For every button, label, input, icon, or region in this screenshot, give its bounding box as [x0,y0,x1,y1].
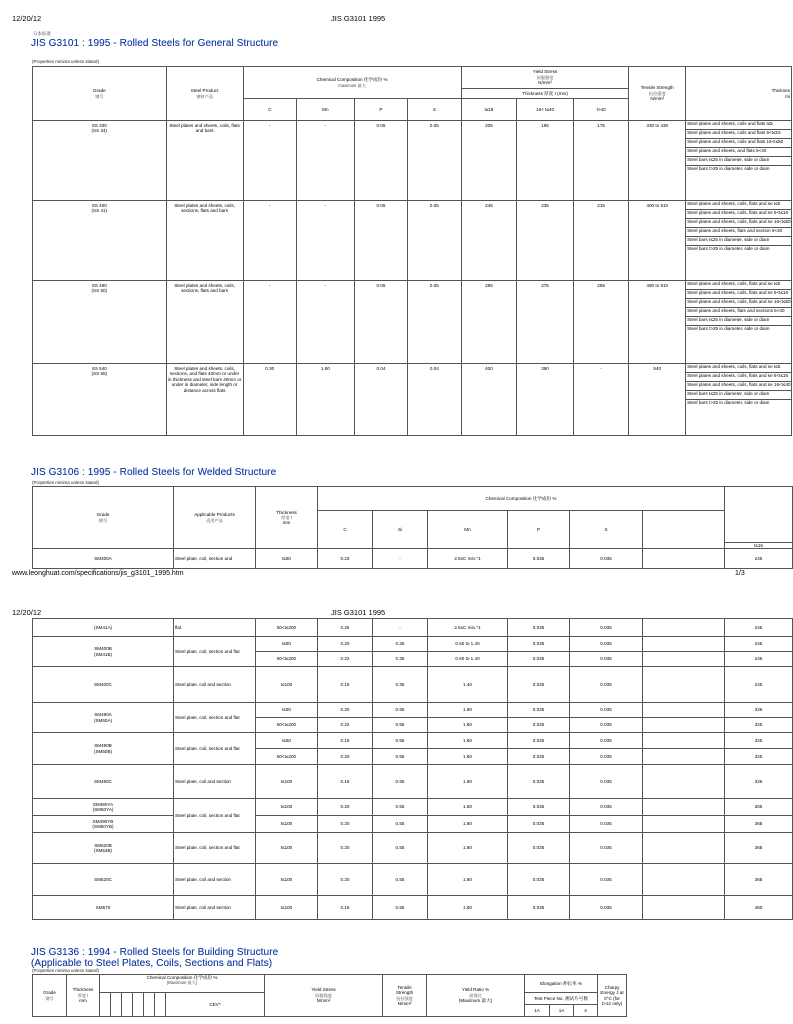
c-cell: 0.18 [318,896,373,920]
s-cell: 0.05 [408,201,461,281]
col-t1: t≤16 [461,99,517,121]
grade-cell: SM520B (SM53B) [33,833,174,864]
c-cell: 0.20 [318,799,373,816]
g3101-table [32,66,792,436]
table-row [33,864,793,896]
s-cell: 0.035 [570,833,643,864]
blank-cell [643,733,725,749]
g3106-table-wrap-p1 [32,486,763,566]
col-tp2: 1A [550,1005,574,1017]
product-cell: Steel plate, coil, section and flat [174,799,256,833]
grade-cell: SS 490 (SS 50) [33,281,167,364]
blank-cell [643,896,725,920]
thickness-item: Steel plates and sheets, coils, flats and se 5<t≤16 [686,290,791,299]
yield-cell: 195 [517,121,574,201]
thickness-item: Steel bars t>25 in diameter, side or diam [687,166,770,171]
table-row [33,637,793,652]
p-cell: 0.035 [508,864,570,896]
grade-cell: SM490YB (SM50YB) [33,816,174,833]
product-cell: Steel plate, coil and section [174,667,256,703]
col-thickness: Thickness 厚度 t mm [256,487,318,549]
thickness-cell: 50<t≤200 [256,619,318,637]
c-cell: 0.22 [318,718,373,733]
thickness-item: Steel plates and sheets, coils and flats 5<t≤16 [686,130,791,139]
col-product: Steel Product 钢材产品 [166,67,243,121]
table-row [33,364,792,436]
header-date: 12/20/12 [12,608,42,617]
grade-cell: SM400C [33,667,174,703]
p-cell: 0.035 [508,549,570,569]
yield-cell: 460 [725,896,793,920]
thickness-item: Steel bars t≤25 in diameter, side or diam [686,237,791,246]
s-cell: 0.035 [570,733,643,749]
thickness-list [686,364,792,436]
blank-cell [643,799,725,816]
col-mn: Mn [428,511,508,549]
yield-cell: 275 [517,281,574,364]
blank-cell [643,637,725,652]
yield-cell: 325 [725,703,793,718]
yield-cell: 175 [573,121,629,201]
p-cell: 0.035 [508,749,570,765]
col-chem: Chemical Composition 化学成份 % maximum 最大 [243,67,461,99]
header-date: 12/20/12 [12,14,42,23]
col-c: C [243,99,296,121]
col-elongation: Elongation 伸长率 % [525,975,598,993]
table-row [33,121,792,201]
c-cell: 0.20 [318,864,373,896]
product-cell: Steel plates and sheets, coils, sections, flats and bars [166,201,243,281]
col-tp3: 4 [574,1005,598,1017]
col-p: P [354,99,407,121]
c-cell: 0.20 [318,637,373,652]
thickness-item: Steel bars t≤25 in diameter, side or diam [686,317,791,326]
c-cell: 0.25 [318,619,373,637]
yield-cell: 245 [725,637,793,652]
grade-cell: SM490B (SM50B) [33,733,174,765]
p-cell: 0.035 [508,619,570,637]
p-cell: 0.05 [354,201,407,281]
g3101-table-wrap [32,66,791,440]
g3136-table [32,974,627,1017]
thickness-item: Steel bars t>25 in diameter, side or diam [687,326,770,331]
thickness-item: Steel bars t≤25 in diameter, side or diam [686,157,791,166]
col-s: S [408,99,461,121]
si-cell: 0.35 [373,652,428,667]
mn-cell: 1.60 [428,749,508,765]
s-cell: 0.035 [570,749,643,765]
tensile-cell: 400 to 510 [629,201,686,281]
product-cell: flat [174,619,256,637]
thickness-cell: t≤100 [256,799,318,816]
yield-cell: 365 [725,816,793,833]
yield-cell: 245 [725,619,793,637]
grade-cell: SS 330 (SS 34) [33,121,167,201]
s-cell: 0.05 [408,121,461,201]
thickness-list [686,281,792,364]
table-row [33,201,792,281]
yield-cell: 235 [517,201,574,281]
p-cell: 0.035 [508,733,570,749]
table-row [33,281,792,364]
s-cell: 0.035 [570,619,643,637]
thickness-item: Steel bars t>25 in diameter, side or diam [687,246,770,251]
si-cell: 0.55 [373,816,428,833]
g3136-title: JIS G3136 : 1994 - Rolled Steels for Building Structure [31,947,279,958]
yield-cell: 390 [517,364,574,436]
si-cell: - [373,549,428,569]
thickness-item: Steel plates and sheets, flats and section 5<40 [686,228,791,237]
s-cell: 0.035 [570,765,643,799]
si-cell: 0.55 [373,765,428,799]
col-thickness: Thicknes mi [686,67,792,121]
col-s: S [570,511,643,549]
p-cell: 0.035 [508,799,570,816]
yield-cell: 325 [725,765,793,799]
col-tensile: Tensile Strength 抗拉强度 N/mm² [629,67,686,121]
mn-cell: - [297,121,355,201]
c-cell: 0.18 [318,765,373,799]
table-row [33,896,793,920]
yield-cell: 325 [725,749,793,765]
col-yield-ratio: Yield Ratio % 屈强比 (Maximum 最大) [427,975,525,1017]
col-chem: Chemical Composition 化学成份 % [318,487,725,511]
c-cell: 0.18 [318,733,373,749]
mn-cell: 1.60 [428,765,508,799]
col-chem: Chemical Composition 化学成份 % (Maximum 最大) [100,975,265,993]
c-cell: 0.20 [318,703,373,718]
thickness-cell: t≤100 [256,816,318,833]
thickness-item: Steel plates and sheets, coils, flats and se 5<t≤16 [686,210,791,219]
s-cell: 0.035 [570,718,643,733]
s-cell: 0.035 [570,864,643,896]
mn-cell: 1.40 [428,667,508,703]
mn-cell: 1.60 [428,896,508,920]
p-cell: 0.035 [508,667,570,703]
thickness-cell: 50<t≤200 [256,652,318,667]
product-cell: Steel plate, coil and section [174,864,256,896]
thickness-item: Steel plates and sheets, coils, flats and se 5<t≤16 [686,373,791,382]
yield-cell: 205 [461,121,517,201]
mn-cell: 1.60 [428,733,508,749]
thickness-item: Steel plates and sheets, and flats 5<40 [686,148,791,157]
col-thickness: Thickness 厚度 t mm [67,975,100,1017]
yield-cell: 365 [725,833,793,864]
mn-cell: - [297,281,355,364]
table-row [33,549,793,569]
grade-cell: SM490YA (SM50YA) [33,799,174,816]
grade-cell: SM570 [33,896,174,920]
thickness-item: Steel plates and sheets, coils and flats t≤5 [686,121,791,130]
yield-cell: 245 [725,549,793,569]
p-cell: 0.035 [508,816,570,833]
grade-cell: SM490C [33,765,174,799]
product-cell: Steel plate, coil, section and flat [174,833,256,864]
mn-cell: 2.5xC min.*1 [428,619,508,637]
thickness-cell: t≤100 [256,864,318,896]
thickness-item: Steel plates and sheets, coils, flats and se 16<t≤50 [686,299,791,308]
thickness-list [686,201,792,281]
s-cell: 0.035 [570,896,643,920]
grade-cell: SS 540 (SS 55) [33,364,167,436]
table-row [33,833,793,864]
thickness-cell: t≤50 [256,703,318,718]
product-cell: Steel plates and sheets, coils, flats and bars [166,121,243,201]
c-cell: - [243,201,296,281]
mn-cell: 0.60 to 1.40 [428,652,508,667]
product-cell: Steel plate, coil and section [174,896,256,920]
c-cell: 0.23 [318,549,373,569]
g3101-note: (Properties minima unless stated) [32,59,100,64]
yield-cell: 245 [461,201,517,281]
thickness-item: Steel plates and sheets, coils, flats and se t≤5 [686,201,791,210]
g3106-note: (Properties minima unless stated) [32,480,100,485]
col-charpy: Charpy Energy J at 0°C (for t>12 only) [598,975,627,1017]
product-cell: Steel plate, coil, section and [174,549,256,569]
product-cell: Steel plates and sheets, coils, sections, flats and bars [166,281,243,364]
p-cell: 0.035 [508,765,570,799]
p-cell: 0.035 [508,652,570,667]
si-cell: 0.55 [373,733,428,749]
table-row [33,703,793,718]
thickness-item: Steel plates and sheets, coils and flats 16<t≤50 [686,139,791,148]
yield-cell: 325 [725,718,793,733]
si-cell: 0.55 [373,864,428,896]
p-cell: 0.035 [508,718,570,733]
col-grade: Grade 钢号 [33,975,67,1017]
s-cell: 0.05 [408,281,461,364]
p-cell: 0.035 [508,703,570,718]
p-cell: 0.035 [508,896,570,920]
mn-cell: 1.60 [428,799,508,816]
thickness-item: Steel plates and sheets, flats and sections 5<40 [686,308,791,317]
tensile-cell: 330 to 430 [629,121,686,201]
s-cell: 0.04 [408,364,461,436]
yield-cell: 325 [725,733,793,749]
footer-link[interactable]: www.leonghuat.com/specifications/jis_g3101_1995.htm [12,570,184,577]
s-cell: 0.035 [570,799,643,816]
p-cell: 0.05 [354,121,407,201]
p-cell: 0.05 [354,281,407,364]
col-grade: Grade 钢号 [33,67,167,121]
blank-cell [643,749,725,765]
col-cev: CEV* [166,993,265,1017]
grade-cell: SM520C [33,864,174,896]
yield-cell: 365 [725,864,793,896]
g3136-note: (Properties minima unless stated) [32,968,100,973]
thickness-cell: t≤50 [256,733,318,749]
blank-cell [643,864,725,896]
g3106-table-p2 [32,618,793,920]
yield-cell: 285 [461,281,517,364]
s-cell: 0.035 [570,549,643,569]
blank-cell [643,703,725,718]
thickness-cell: t≤100 [256,833,318,864]
yield-cell: 400 [461,364,517,436]
mn-cell: 1.60 [428,816,508,833]
header-title: JIS G3101 1995 [331,14,386,23]
thickness-item: Steel bars t≤25 in diameter, side or diam [686,391,791,400]
mn-cell: 0.60 to 1.40 [428,637,508,652]
c-cell: 0.20 [318,816,373,833]
thickness-item: Steel bars t>25 in diameter, side or diam [687,400,770,405]
col-mn: Mn [297,99,355,121]
thickness-cell: t≤100 [256,667,318,703]
g3106-table-p1 [32,486,793,569]
blank-cell [643,718,725,733]
c-cell: 0.20 [318,833,373,864]
mn-cell: - [297,201,355,281]
product-cell: Steel plate, coil, section and flat [174,733,256,765]
col-yield-spacer [725,487,793,543]
table-row [33,667,793,703]
thickness-cell: t≤100 [256,765,318,799]
g3101-title: JIS G3101 : 1995 - Rolled Steels for General Structure [31,38,279,49]
si-cell: 0.55 [373,749,428,765]
col-t2: 16< t≤40 [517,99,574,121]
yield-cell: 245 [725,652,793,667]
g3106-title: JIS G3106 : 1995 - Rolled Steels for Welded Structure [31,467,277,478]
g3136-subtitle: (Applicable to Steel Plates, Coils, Sections and Flats) [31,958,273,969]
table-row [33,765,793,799]
tensile-cell: 540 [629,364,686,436]
thickness-item: Steel plates and sheets, coils, flats and se 16<t≤40 [686,382,791,391]
c-cell: 0.20 [318,749,373,765]
thickness-cell: 50<t≤200 [256,718,318,733]
blank-cell [643,667,725,703]
grade-cell: SS 400 (SS 41) [33,201,167,281]
s-cell: 0.035 [570,637,643,652]
col-blank [643,511,725,549]
section-cn-label: 日本标准 [33,31,51,36]
g3106-table-wrap-p2 [32,618,763,920]
blank-cell [643,765,725,799]
g3136-table-wrap [32,974,626,1024]
s-cell: 0.035 [570,667,643,703]
mn-cell: 2.5xC min.*1 [428,549,508,569]
table-row [33,799,793,816]
si-cell: 0.35 [373,667,428,703]
si-cell: - [373,619,428,637]
blank-cell [643,619,725,637]
thickness-item: Steel plates and sheets, coils, flats and se 16<t≤50 [686,219,791,228]
blank-cell [643,652,725,667]
p-cell: 0.04 [354,364,407,436]
table-row [33,733,793,749]
product-cell: Steel plate, coil and section [174,765,256,799]
p-cell: 0.035 [508,833,570,864]
mn-cell: 1.60 [428,718,508,733]
col-si: Si [373,511,428,549]
si-cell: 0.55 [373,703,428,718]
col-tensile: Tensile Strength 抗拉强度 N/mm² [383,975,427,1017]
mn-cell: 1.60 [297,364,355,436]
yield-cell: - [573,364,629,436]
mn-cell: 1.60 [428,703,508,718]
thickness-item: Steel plates and sheets, coils, flats and se t≤5 [686,281,791,290]
blank-cell [643,549,725,569]
mn-cell: 1.60 [428,833,508,864]
thickness-cell: t≤50 [256,549,318,569]
col-test-piece: Test Piece No. 测试片号数 [525,993,598,1005]
col-grade: Grade 钢号 [33,487,174,549]
mn-cell: 1.60 [428,864,508,896]
thickness-cell: 50<t≤200 [256,749,318,765]
product-cell: Steel plates and sheets, coils, sections, and flats 40mm or under in thickness and steel bars 40mm or under in diameter, side length or distance across flats [166,364,243,436]
c-cell: 0.22 [318,652,373,667]
s-cell: 0.035 [570,652,643,667]
c-cell: 0.30 [243,364,296,436]
c-cell: - [243,281,296,364]
col-tp1: 1A [525,1005,550,1017]
c-cell: - [243,121,296,201]
grade-cell: SM400A [33,549,174,569]
footer-url[interactable] [12,570,184,577]
blank-cell [643,833,725,864]
grade-cell: SM490A (SM50A) [33,703,174,733]
si-cell: 0.55 [373,799,428,816]
col-products: Applicable Products 适用产品 [174,487,256,549]
p-cell: 0.035 [508,637,570,652]
footer-page: 1/3 [735,570,745,577]
col-yield: Yield Stress 屈服强度 N/mm² [265,975,383,1017]
blank-cell [643,816,725,833]
yield-cell: 255 [573,281,629,364]
grade-cell: SM400B (SM41B) [33,637,174,667]
product-cell: Steel plate, coil, section and flat [174,637,256,667]
thickness-item: Steel plates and sheets, coils, flats and se t≤5 [686,364,791,373]
table-row [33,619,793,637]
grade-cell: (SM41A) [33,619,174,637]
header-title: JIS G3101 1995 [331,608,386,617]
si-cell: 0.55 [373,896,428,920]
col-t16: t≤16 [725,543,793,549]
thickness-list [686,121,792,201]
thickness-cell: t≤50 [256,637,318,652]
col-c: C [318,511,373,549]
si-cell: 0.35 [373,637,428,652]
col-t3: t>40 [573,99,629,121]
s-cell: 0.035 [570,703,643,718]
yield-cell: 215 [573,201,629,281]
yield-cell: 245 [725,667,793,703]
c-cell: 0.18 [318,667,373,703]
col-thickness-t: Thickness 厚度 t (mm) [461,89,629,99]
s-cell: 0.035 [570,816,643,833]
thickness-cell: t≤100 [256,896,318,920]
si-cell: 0.55 [373,718,428,733]
tensile-cell: 490 to 610 [629,281,686,364]
yield-cell: 365 [725,799,793,816]
si-cell: 0.55 [373,833,428,864]
col-p: P [508,511,570,549]
col-yield: Yield Stress 屈服强度 N/mm² [461,67,629,89]
product-cell: Steel plate, coil, section and flat [174,703,256,733]
table-row [33,816,793,833]
